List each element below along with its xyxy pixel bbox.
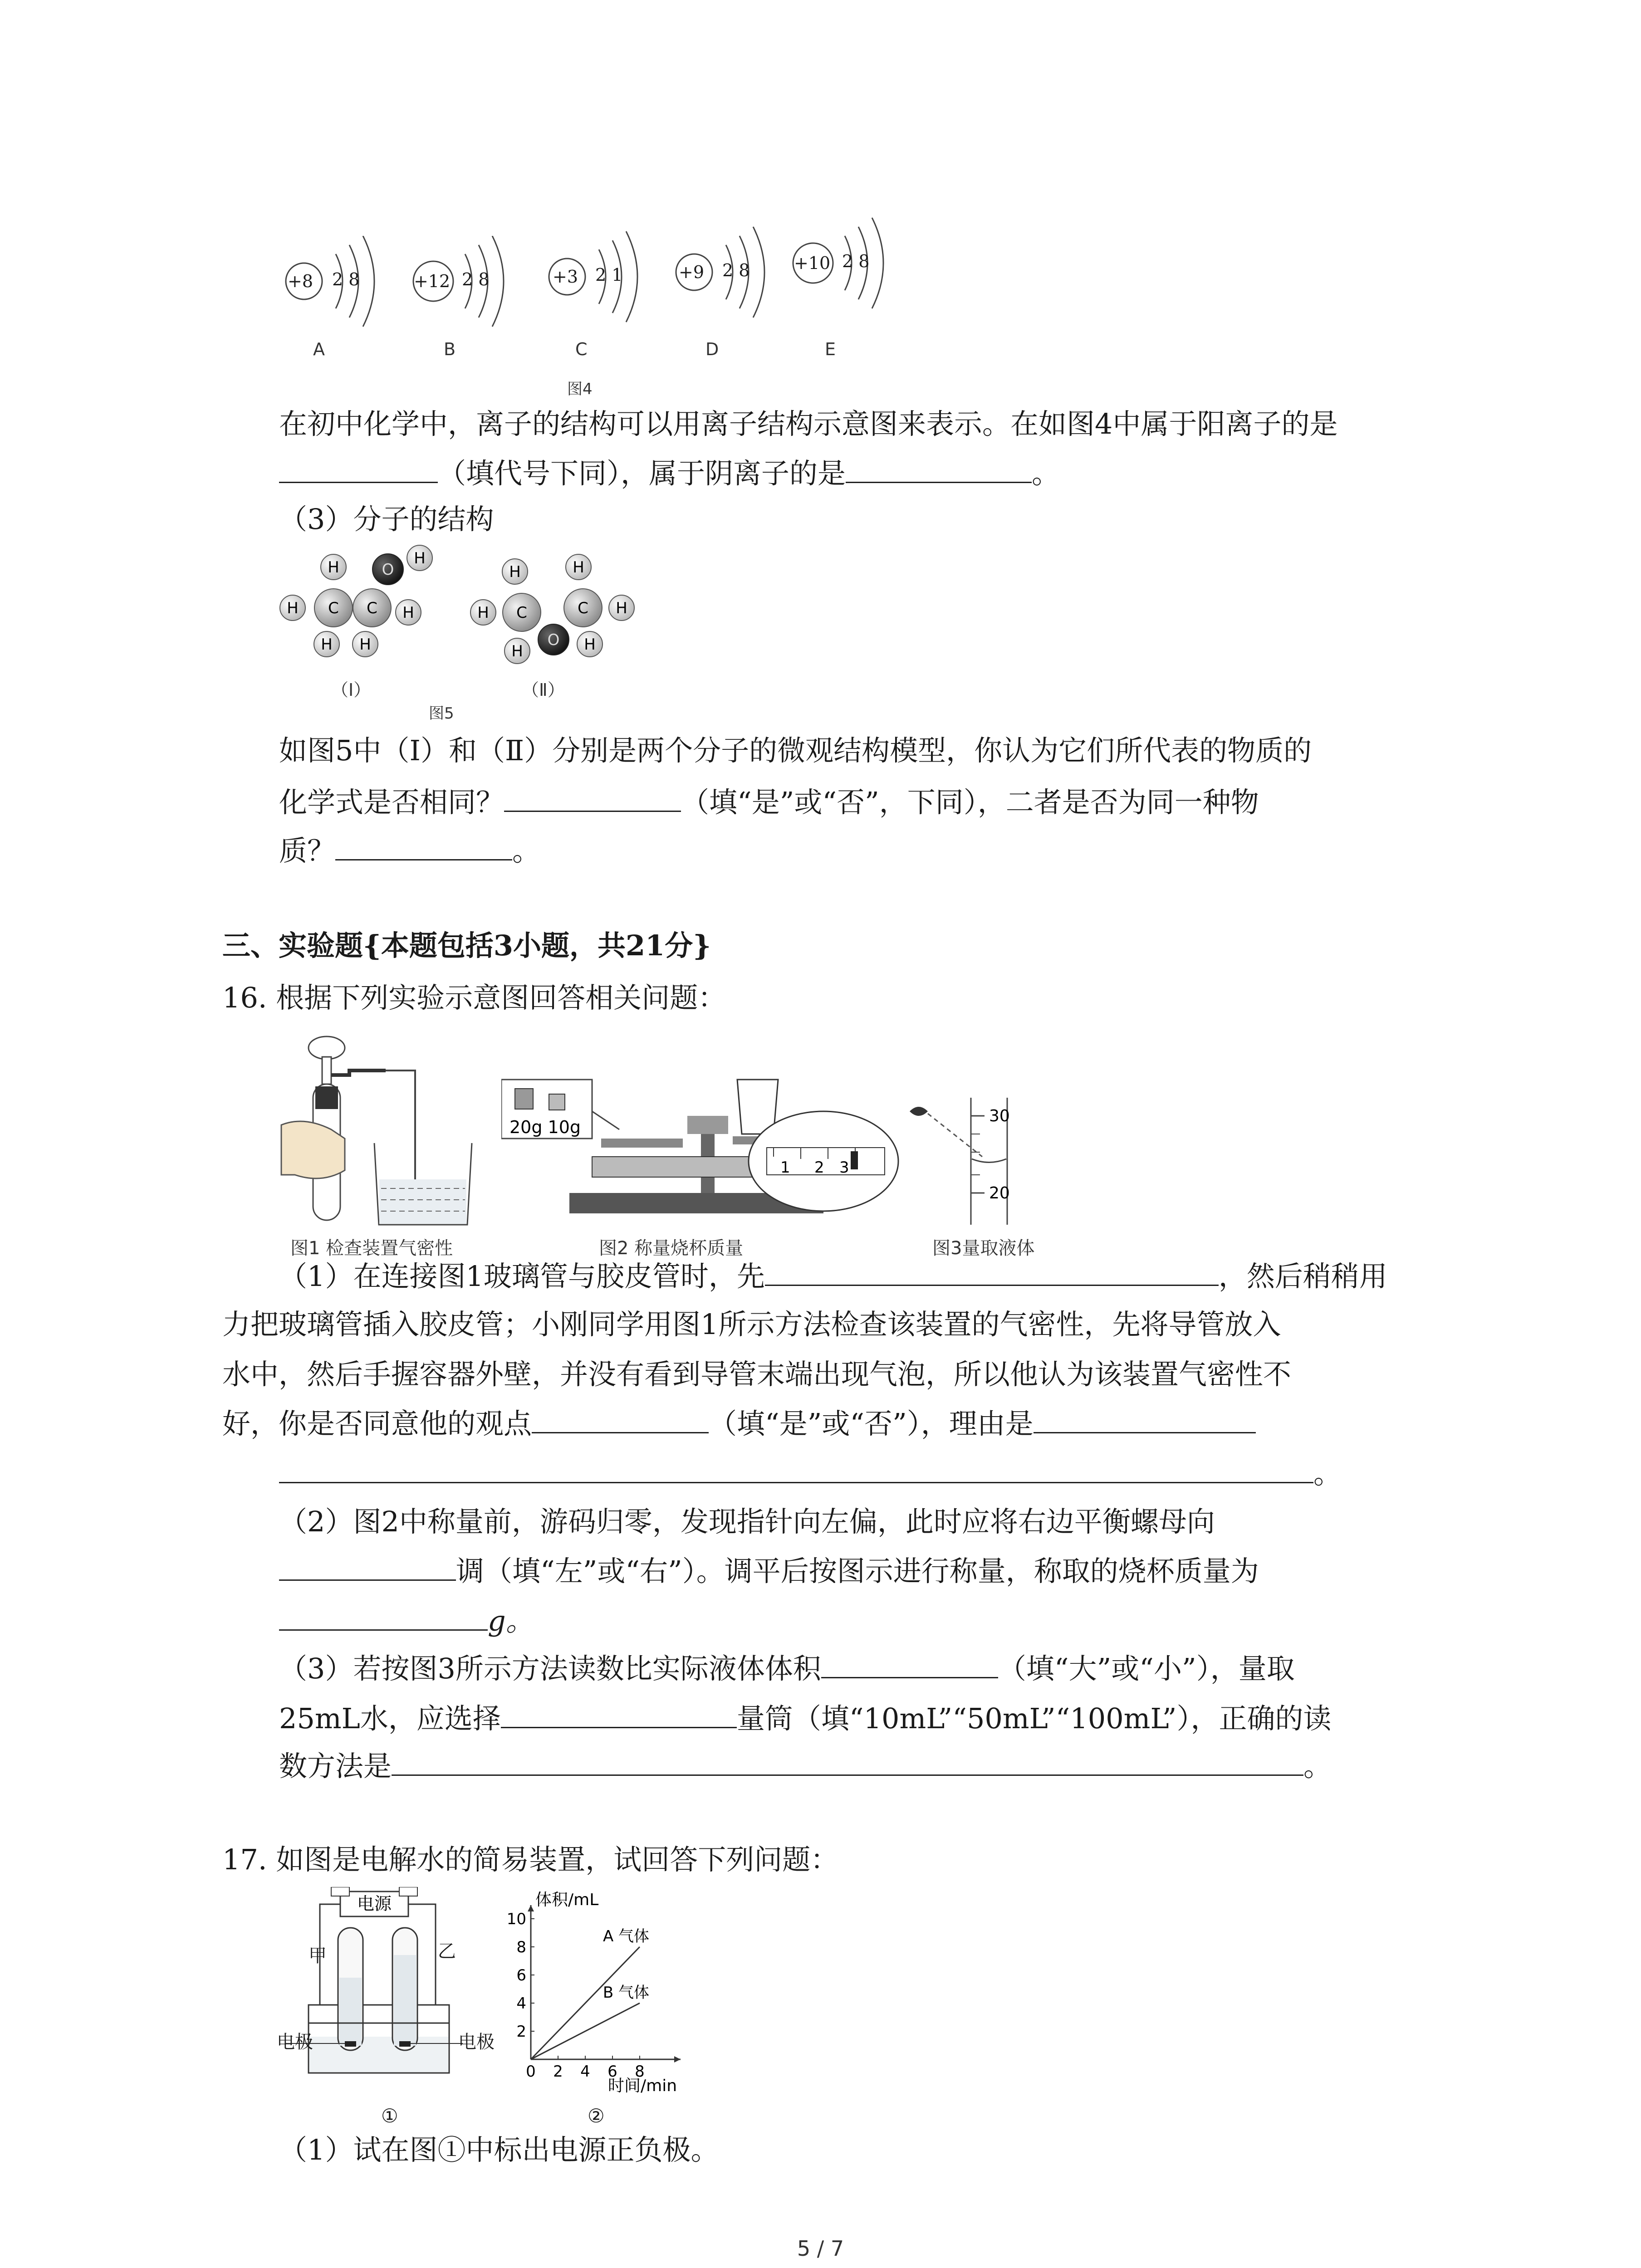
answer-blank-wet-tube[interactable] xyxy=(765,1256,1219,1286)
atom-label: C xyxy=(578,599,588,617)
q16-fig2-balance xyxy=(501,1043,901,1225)
ion-c-nucleus: +3 xyxy=(553,267,578,287)
ruler-tick: 2 xyxy=(814,1158,824,1177)
chart-xlabel: 时间/min xyxy=(608,2077,677,2095)
atom-label: H xyxy=(328,558,339,577)
y-tick-label: 10 xyxy=(506,1910,526,1928)
volume-time-chart-svg xyxy=(504,1892,694,2100)
series-label-b: B 气体 xyxy=(603,1984,650,2002)
q16-p2-line3 xyxy=(279,1601,534,1639)
ion-diagram-d xyxy=(671,222,789,336)
q16-p1-line4 xyxy=(222,1404,1256,1442)
atom-label: H xyxy=(287,599,299,617)
ion-a-letter: A xyxy=(313,339,325,359)
q16-p1-line5 xyxy=(279,1454,1342,1492)
atom-label: O xyxy=(382,561,394,579)
electrolysis-svg xyxy=(281,1887,508,2091)
answer-blank-adjust-direction[interactable] xyxy=(279,1551,456,1581)
answer-blank-agree[interactable] xyxy=(532,1404,709,1433)
q16-fig2-caption: 图2 称量烧杯质量 xyxy=(599,1238,744,1259)
atom-label: H xyxy=(584,635,596,654)
weights-label: 20g 10g xyxy=(509,1117,581,1137)
ion-e-nucleus: +10 xyxy=(794,253,831,273)
y-tick-label: 8 xyxy=(516,1938,526,1956)
q16-p2-unit: g。 xyxy=(488,1604,534,1637)
answer-blank-reason-start[interactable] xyxy=(1034,1404,1256,1433)
answer-blank-anion[interactable] xyxy=(846,454,1032,483)
answer-blank-bigger-smaller[interactable] xyxy=(821,1649,998,1678)
answer-blank-formula-same[interactable] xyxy=(504,782,681,812)
q16-p1-line1 xyxy=(279,1256,1387,1295)
answer-blank-same-substance[interactable] xyxy=(335,831,512,860)
q17-stem: 17. 如图是电解水的简易装置，试回答下列问题： xyxy=(222,1843,839,1876)
q15-3-line3 xyxy=(279,831,540,869)
atom-label: H xyxy=(402,604,414,622)
q16-p3-line1a: （3）若按图3所示方法读数比实际液体体积 xyxy=(279,1652,821,1685)
x-tick-label: 0 xyxy=(526,2063,536,2081)
q15-3-line2 xyxy=(279,782,1259,821)
atom-label: H xyxy=(477,604,489,622)
y-axis-arrow xyxy=(528,1905,534,1911)
y-tick-label: 4 xyxy=(516,1994,526,2013)
q16-fig3-caption: 图3量取液体 xyxy=(932,1238,1035,1259)
q17-p1: （1）试在图①中标出电源正负极。 xyxy=(279,2133,719,2166)
series-label-a: A 气体 xyxy=(603,1927,650,1945)
page-number: 5 / 7 xyxy=(797,2236,844,2261)
q16-p2-line1: （2）图2中称量前，游码归零，发现指针向左偏，此时应将右边平衡螺母向 xyxy=(279,1505,1215,1538)
atom-label: O xyxy=(547,631,560,649)
q15-2-line2-end: 。 xyxy=(1032,457,1060,490)
fig5-caption: 图5 xyxy=(429,704,454,723)
q15-3-line3b: 。 xyxy=(512,834,541,867)
ruler-tick: 3 xyxy=(839,1158,849,1177)
fig1-svg xyxy=(277,1025,522,1229)
ion-c-shells: 2 1 xyxy=(595,265,623,285)
fig2-svg xyxy=(501,1043,901,1225)
q16-p3-line1 xyxy=(279,1649,1295,1687)
section-3-title: 三、实验题{本题包括3小题，共21分} xyxy=(222,929,711,962)
molecule-1-label: （Ⅰ） xyxy=(331,680,371,700)
molecule-1 xyxy=(280,545,432,657)
q16-fig3-cylinder xyxy=(903,1089,1039,1234)
atom-label: H xyxy=(616,599,627,617)
ruler-tick: 1 xyxy=(780,1158,790,1177)
q17-volume-time-chart xyxy=(504,1892,694,2100)
atom-label: H xyxy=(414,549,426,567)
q17-fig1-electrolysis xyxy=(281,1887,508,2091)
q15-2-line1: 在初中化学中，离子的结构可以用离子结构示意图来表示。在如图4中属于阳离子的是 xyxy=(279,407,1338,440)
q16-p2-line2-text: 调（填“左”或“右”）。调平后按图示进行称量，称取的烧杯质量为 xyxy=(456,1554,1259,1588)
q15-3-line2b: （填“是”或“否”，下同），二者是否为同一种物 xyxy=(681,786,1259,819)
answer-blank-reason[interactable] xyxy=(279,1454,1313,1483)
ion-b-nucleus: +12 xyxy=(414,271,451,291)
cylinder-tick: 20 xyxy=(989,1184,1010,1202)
q16-p1-line4a: 好，你是否同意他的观点 xyxy=(222,1407,532,1440)
q16-p1-line4b: （填“是”或“否”），理由是 xyxy=(709,1407,1034,1440)
ion-b-letter: B xyxy=(444,339,456,359)
power-label: 电源 xyxy=(357,1894,392,1914)
q15-2-line2-text: （填代号下同），属于阴离子的是 xyxy=(438,457,846,490)
ion-d-shells: 2 8 xyxy=(722,260,750,280)
series-line-a xyxy=(531,1947,640,2059)
q16-p3-line3a: 数方法是 xyxy=(279,1750,392,1783)
q16-stem: 16. 根据下列实验示意图回答相关问题： xyxy=(222,981,726,1014)
label-yi: 乙 xyxy=(438,1941,456,1962)
x-tick-label: 8 xyxy=(635,2063,645,2081)
ion-e-shells: 2 8 xyxy=(842,251,870,271)
ion-b-shells: 2 8 xyxy=(462,269,490,289)
electrode-left-label: 电极 xyxy=(277,2032,313,2053)
answer-blank-mass[interactable] xyxy=(279,1601,488,1631)
q16-p1-line1b: ，然后稍稍用 xyxy=(1218,1260,1387,1293)
q16-p1-line1a: （1）在连接图1玻璃管与胶皮管时，先 xyxy=(279,1260,765,1293)
chart-ylabel: 体积/mL xyxy=(535,1892,599,1909)
ion-diagram-c xyxy=(544,227,662,336)
q15-3-line1: 如图5中（Ⅰ）和（Ⅱ）分别是两个分子的微观结构模型，你认为它们所代表的物质的 xyxy=(279,734,1312,767)
molecule-2-label: （Ⅱ） xyxy=(522,680,565,700)
q15-2-line2 xyxy=(279,454,1060,492)
x-tick-label: 2 xyxy=(553,2063,563,2081)
ion-a-nucleus: +8 xyxy=(288,271,314,291)
cylinder-tick: 30 xyxy=(989,1107,1010,1125)
y-tick-label: 2 xyxy=(516,2023,526,2041)
atom-label: C xyxy=(516,604,527,622)
atom-label: H xyxy=(573,558,584,577)
label-jia: 甲 xyxy=(309,1945,327,1966)
ion-d-nucleus: +9 xyxy=(679,262,705,282)
q16-p1-line2: 力把玻璃管插入胶皮管；小刚同学用图1所示方法检查该装置的气密性，先将导管放入 xyxy=(222,1308,1281,1341)
q16-fig1-airtightness xyxy=(277,1025,522,1229)
atom-label: H xyxy=(511,642,523,660)
ion-a-shells: 2 8 xyxy=(332,269,360,289)
electrode-right-label: 电极 xyxy=(458,2032,495,2053)
atom-label: H xyxy=(321,635,333,654)
atom-label: H xyxy=(359,635,371,654)
q16-p3-line2b: 量筒（填“10mL”“50mL”“100mL”），正确的读 xyxy=(736,1702,1332,1735)
series-line-b xyxy=(531,2003,640,2059)
q16-p3-line2 xyxy=(279,1699,1331,1737)
ion-d-letter: D xyxy=(705,339,719,359)
answer-blank-cylinder-size[interactable] xyxy=(501,1699,737,1728)
atom-label: C xyxy=(328,599,339,617)
q16-p3-line2a: 25mL水，应选择 xyxy=(279,1702,501,1735)
q16-p3-line3 xyxy=(279,1746,1332,1784)
ion-diagram-e xyxy=(789,213,907,331)
ion-diagram-b xyxy=(408,236,526,336)
fig4-caption: 图4 xyxy=(567,380,593,398)
molecule-2 xyxy=(470,554,634,664)
fig-num-1: ① xyxy=(381,2105,398,2127)
fig-num-2: ② xyxy=(588,2105,605,2127)
x-axis-arrow xyxy=(674,2056,681,2063)
q16-p2-line2 xyxy=(279,1551,1259,1589)
q16-p1-line3: 水中，然后手握容器外壁，并没有看到导管末端出现气泡，所以他认为该装置气密性不 xyxy=(222,1358,1292,1391)
q15-3-line2a: 化学式是否相同？ xyxy=(279,786,505,819)
atom-label: C xyxy=(367,599,377,617)
q15-3-line3a: 质？ xyxy=(279,834,336,867)
atom-label: H xyxy=(509,563,521,581)
x-tick-label: 6 xyxy=(607,2063,617,2081)
q16-p1-line5-end: 。 xyxy=(1313,1457,1342,1490)
fig3-svg xyxy=(903,1089,1039,1234)
answer-blank-read-method[interactable] xyxy=(392,1746,1303,1776)
y-tick-label: 6 xyxy=(516,1966,526,1984)
ion-e-letter: E xyxy=(825,339,836,359)
ion-diagram-a xyxy=(281,236,399,336)
q16-p3-line1b: （填“大”或“小”），量取 xyxy=(998,1652,1295,1685)
q16-fig1-caption: 图1 检查装置气密性 xyxy=(290,1238,453,1259)
answer-blank-cation[interactable] xyxy=(279,454,438,483)
q15-3-heading: （3）分子的结构 xyxy=(279,503,494,536)
q16-p3-line3b: 。 xyxy=(1303,1750,1332,1783)
x-tick-label: 4 xyxy=(580,2063,590,2081)
ion-c-letter: C xyxy=(575,339,588,359)
